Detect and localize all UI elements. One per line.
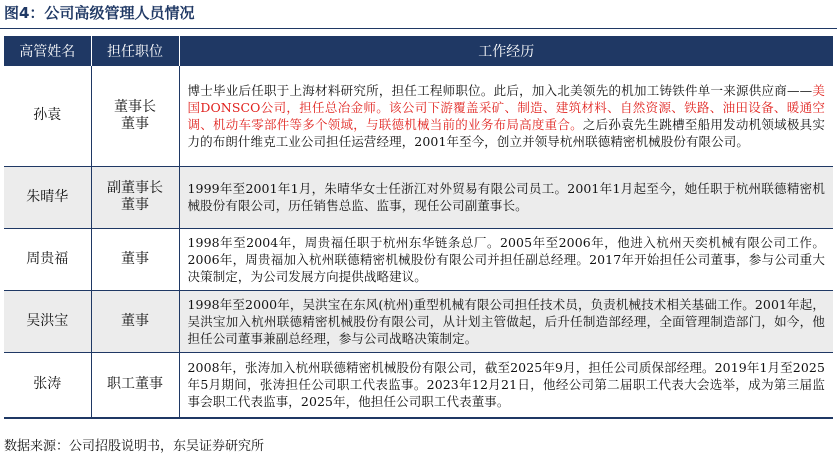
experience-highlight: 美国DONSCO公司，担任总冶金师。该公司下游覆盖采矿、制造、建筑材料、自然资源、铁路、油田设备、暖通空调、机动车零部件等多个领域，与联德机械当前的业务布局高度重合。	[187, 82, 825, 132]
exec-name: 孙袁	[4, 66, 91, 166]
table-header-row	[4, 36, 833, 66]
exec-name: 吴洪宝	[4, 290, 91, 352]
table-row	[4, 66, 833, 166]
figure-caption: 图4：公司高级管理人员情况	[4, 4, 195, 22]
exec-name: 张涛	[4, 352, 91, 418]
management-table	[4, 36, 833, 419]
exec-role	[91, 66, 179, 166]
exec-role	[91, 290, 179, 352]
experience-text: 博士毕业后任职于上海材料研究所，担任工程师职位。此后，加入北美领先的机加工铸铁件单一来源供应商——	[187, 82, 813, 98]
table-row	[4, 352, 833, 418]
role-line: 董事	[121, 115, 149, 132]
role-line: 董事	[121, 250, 149, 267]
exec-name: 周贵福	[4, 228, 91, 290]
role-line: 副董事长	[107, 180, 163, 196]
exec-experience	[179, 66, 833, 166]
exec-name: 朱晴华	[4, 166, 91, 228]
header-name: 高管姓名	[4, 36, 91, 66]
data-source-note: 数据来源：公司招股说明书，东吴证券研究所	[4, 439, 265, 454]
exec-experience: 1999年至2001年1月，朱晴华女士任浙江对外贸易有限公司员工。2001年1月起至今，她任职于杭州联德精密机械股份有限公司，历任销售总监、监事，现任公司副董事长。	[179, 166, 833, 228]
role-line: 董事	[121, 197, 149, 213]
exec-role	[91, 166, 179, 228]
table-row	[4, 290, 833, 352]
caption-divider	[0, 28, 837, 29]
exec-role	[91, 352, 179, 418]
experience-text: 之后孙袁先生跳槽至船用发动机领域极具实力的布朗什维克工业公司担任运营经理，2001年至今，创立并领导杭州联德精密机械股份有限公司。	[187, 116, 825, 149]
table-row	[4, 166, 833, 228]
role-line: 职工董事	[107, 376, 163, 393]
role-line: 董事	[121, 312, 149, 329]
exec-experience: 2008年，张涛加入杭州联德精密机械股份有限公司，截至2025年9月，担任公司质保部经理。2019年1月至2025年5月期间，张涛担任公司职工代表监事。2023年12月21日，他经公司第二届职工代表大会选举，成为第三届监事会职工代表监事，2025年，他担任公司职工代表董事。	[179, 352, 833, 418]
exec-experience: 1998年至2004年，周贵福任职于杭州东华链条总厂。2005年至2006年，他进入杭州天奕机械有限公司工作。2006年，周贵福加入杭州联德精密机械股份有限公司并担任副总经理。2017年开始担任公司董事，参与公司重大决策制定，为公司发展方向提供战略建议。	[179, 228, 833, 290]
role-line: 董事长	[114, 98, 156, 115]
exec-experience: 1998年至2000年，吴洪宝在东风(杭州)重型机械有限公司担任技术员，负责机械技术相关基础工作。2001年起，吴洪宝加入杭州联德精密机械股份有限公司，从计划主管做起，后升任制造部经理，全面管理制造部门，如今，他担任公司董事兼副总经理，参与公司战略决策制定。	[179, 290, 833, 352]
header-role: 担任职位	[91, 36, 179, 66]
header-experience: 工作经历	[179, 36, 833, 66]
table-row	[4, 228, 833, 290]
exec-role	[91, 228, 179, 290]
